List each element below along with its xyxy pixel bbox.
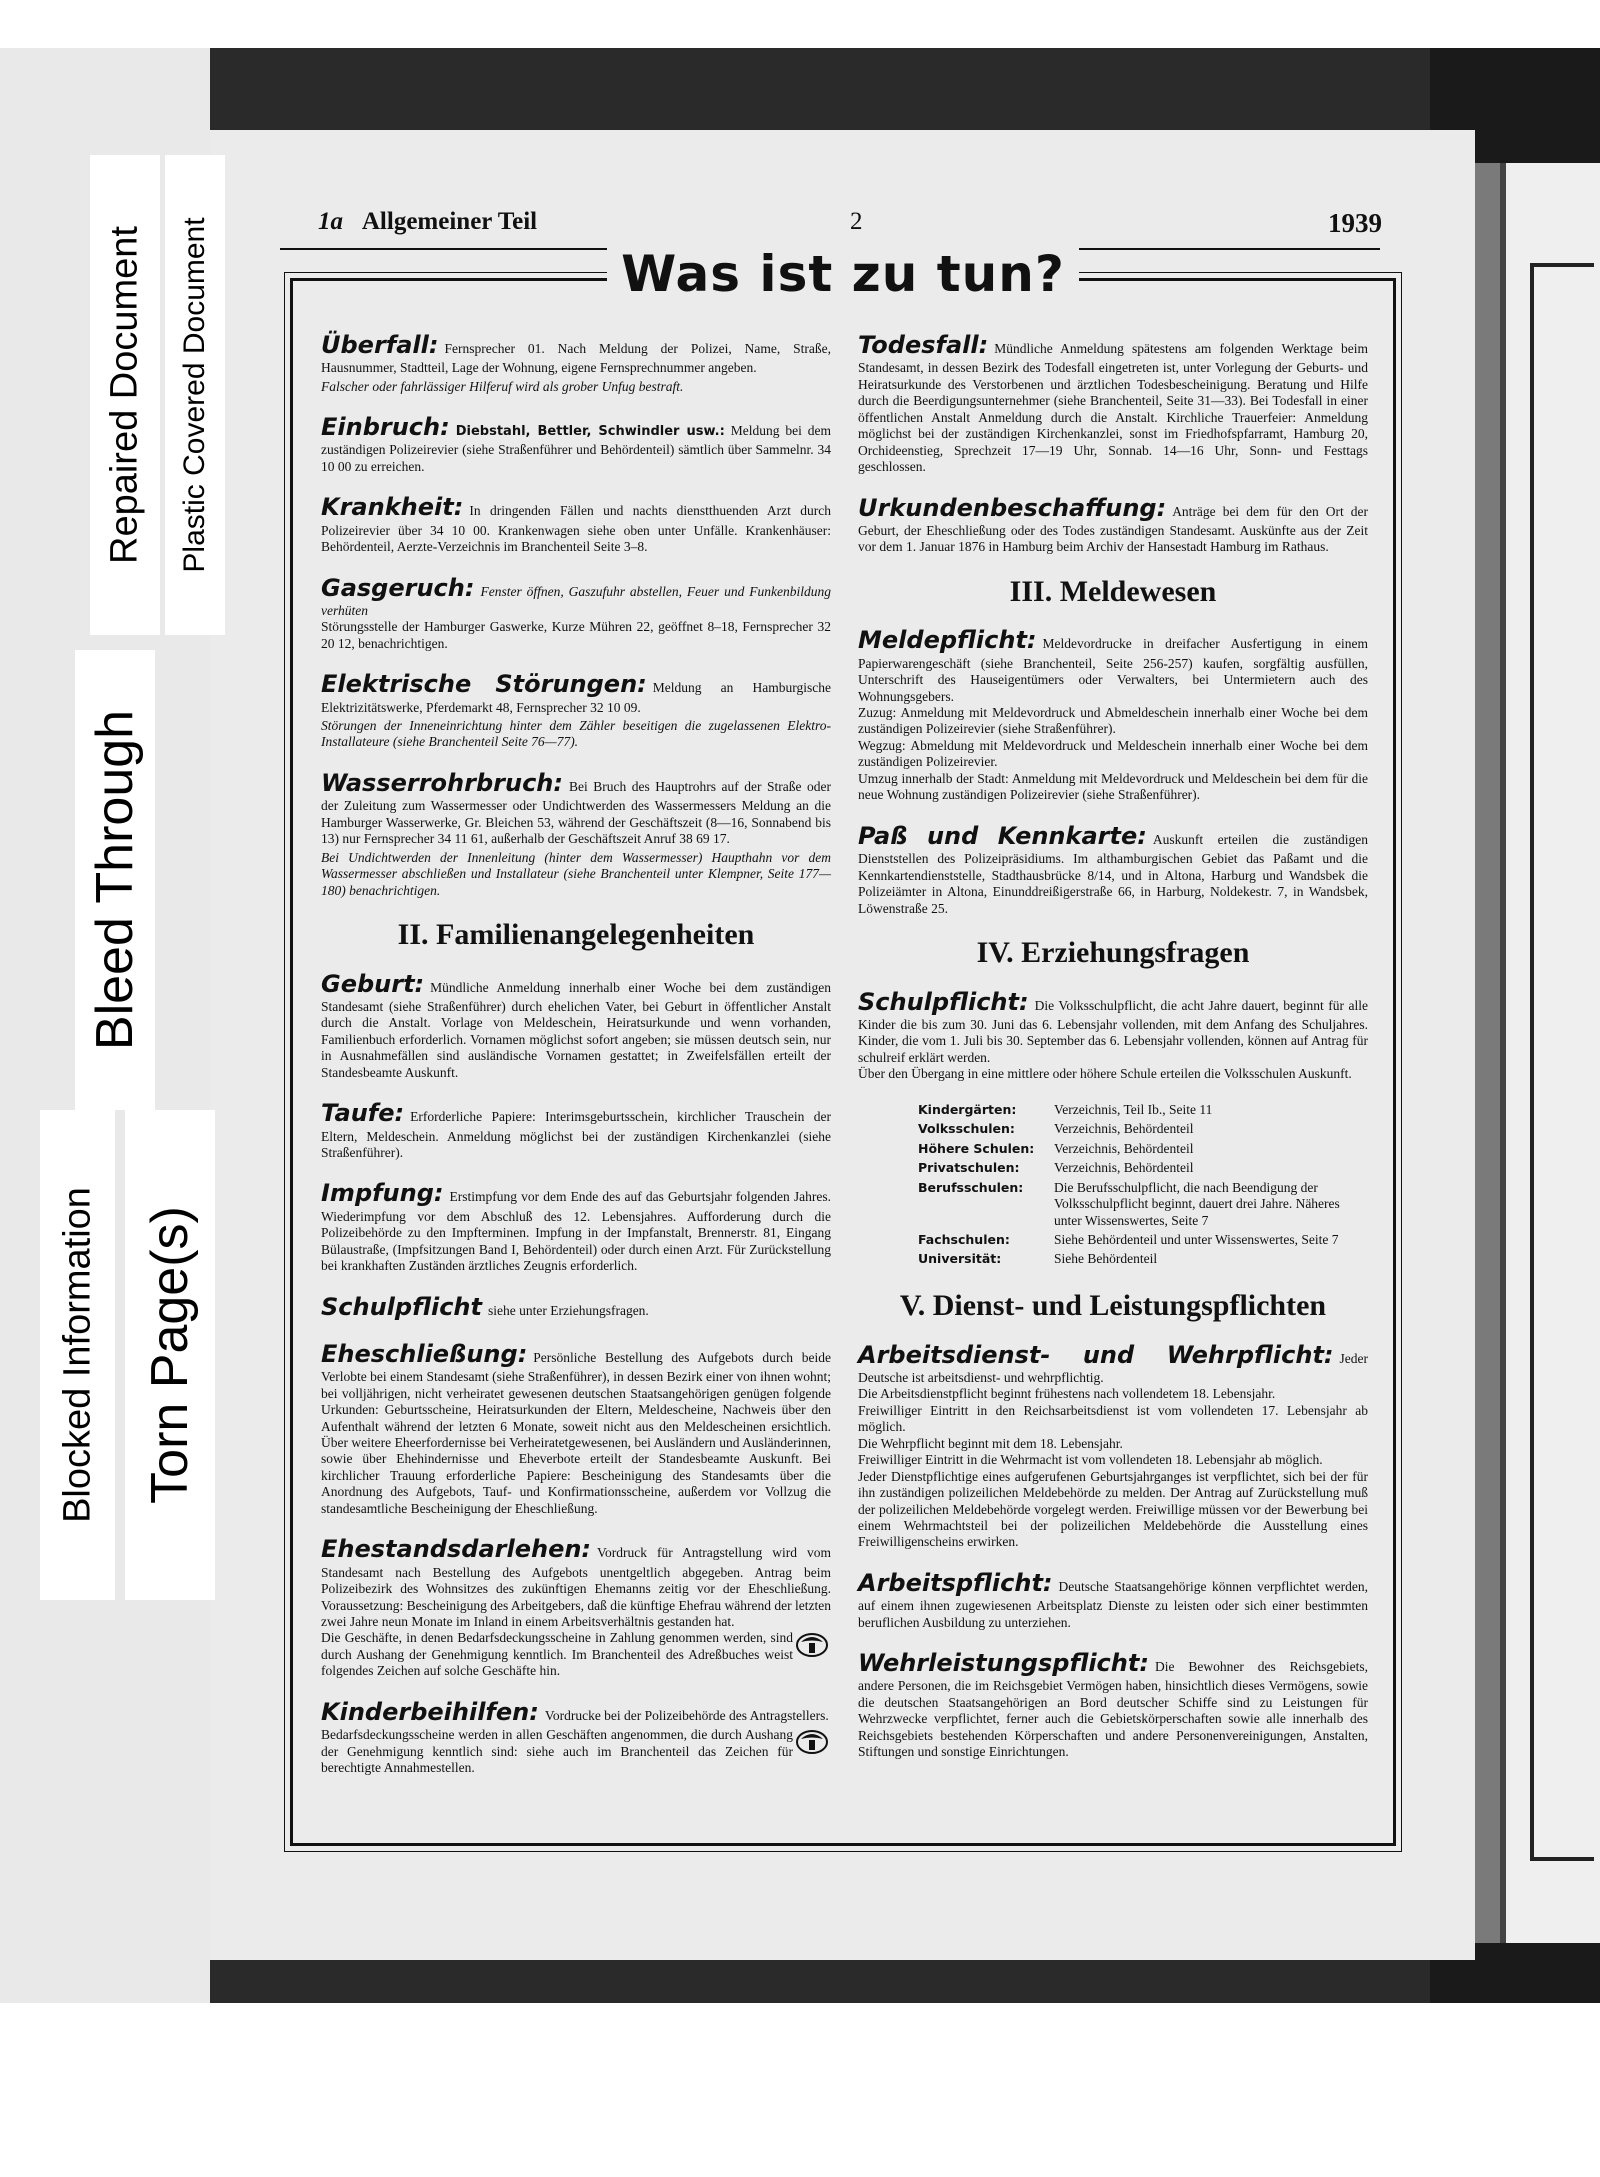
next-page-edge [1500, 163, 1600, 1943]
next-page-frame [1530, 263, 1594, 1861]
school-ref: Verzeichnis, Teil Ib., Seite 11 [1054, 1101, 1213, 1117]
entry-text: Deutsche Staatsangehörige können verpflichtet werden, auf einem ihnen zugewiesenen Arbeitsplatz Dienste zu leisten oder sich einer bestimmten beruflichen Ausbildung zu unterziehen. [858, 1578, 1368, 1630]
entry-text: Über den Übergang in eine mittlere oder höhere Schule erteilen die Volksschulen Auskunft. [858, 1066, 1352, 1082]
school-type: Universität: [918, 1251, 1002, 1267]
left-column [321, 331, 831, 1795]
entry-term: Paß und Kennkarte: [858, 821, 1147, 850]
entry-text: siehe unter Erziehungsfragen. [488, 1302, 649, 1318]
running-header [318, 208, 537, 236]
entry-pass [858, 822, 1368, 917]
book-spine [1475, 163, 1500, 1943]
school-ref: Die Berufsschulpflicht, die nach Beendigung der Volksschulpflicht beginnt, dauert drei Jahre. Näheres unter Wissenswertes, Seite 7 [1054, 1179, 1340, 1228]
entry-term: Taufe: [321, 1099, 405, 1128]
entry-note: Störungen der Inneneinrichtung hinter dem Zähler beseitigen die zugelassenen Elektro-Installateure (siehe Branchenteil Seite 76—77). [321, 718, 831, 750]
school-type: Berufsschulen: [918, 1179, 1024, 1195]
entry-text: Meldung bei dem zuständigen Polizeirevier (siehe Straßenführer und Behördenteil) sämtlich über Sammelnr. 34 10 00 zu erreichen. [321, 423, 832, 474]
entry-meldepflicht [858, 626, 1368, 803]
content-frame [290, 245, 1396, 1846]
entry-text: Jeder Deutsche ist arbeitsdienst- und wehrpflichtig. [858, 1350, 1368, 1385]
entry-text: Die Wehrpflicht beginnt mit dem 18. Lebensjahr. [858, 1435, 1123, 1451]
entry-term: Elektrische Störungen: [321, 670, 647, 699]
entry-eheschliessung [321, 1340, 831, 1517]
section-heading: III. Meldewesen [1009, 574, 1217, 608]
table-row [918, 1140, 1368, 1159]
entry-krankheit [321, 493, 831, 555]
entry-text: Meldung an Hamburgische Elektrizitätswerke, Pferdemarkt 48, Fernsprecher 32 10 09. [321, 680, 831, 715]
entry-arbeitspflicht [858, 1569, 1368, 1631]
table-row [918, 1231, 1368, 1250]
entry-schulpflicht-ref [321, 1293, 831, 1322]
section-title: Allgemeiner Teil [361, 208, 538, 235]
school-type: Privatschulen: [918, 1160, 1020, 1176]
table-row [918, 1101, 1368, 1120]
entry-term: Impfung: [321, 1179, 444, 1208]
label-bleed-through [75, 650, 155, 1110]
document-page [210, 130, 1475, 1960]
school-ref: Verzeichnis, Behördenteil [1054, 1160, 1194, 1176]
entry-term: Kinderbeihilfen: [321, 1697, 539, 1726]
section-number: 1a [318, 208, 343, 235]
entry-text: Die Geschäfte, in denen Bedarfsdeckungsscheine in Zahlung genommen werden, sind durch Aushang der Genehmigung kenntlich. Im Branchenteil des Adreßbuches weist folgendes Zeichen auf solche Geschäfte hin. [321, 1630, 793, 1679]
entry-text: Vordrucke bei der Polizeibehörde des Antragstellers. [544, 1707, 829, 1723]
entry-term: Eheschließung: [321, 1339, 528, 1368]
entry-term: Arbeitsdienst- und Wehrpflicht: [858, 1340, 1334, 1369]
entry-term: Wehrleistungspflicht: [858, 1649, 1149, 1678]
entry-term: Krankheit: [321, 493, 464, 522]
entry-text: Bei Bruch des Hauptrohrs auf der Straße oder der Zuleitung zum Wassermesser oder Undichtwerden des Wassermessers Meldung an die Hamburger Wasserwerke, Gr. Bleichen 53, während der Geschäftszeit (8—16, Sonnabend bis 13) nur Fernsprecher 34 11 61, außerhalb der Geschäftszeit Anruf 38 69 17. [321, 778, 831, 847]
label-torn-pages [125, 1110, 215, 1600]
entry-emphasis: Diebstahl, Bettler, Schwindler usw.: [455, 424, 725, 440]
entry-arbeitsdienst [858, 1341, 1368, 1551]
schools-table [918, 1101, 1368, 1270]
entry-urkunden [858, 494, 1368, 556]
entry-impfung [321, 1179, 831, 1274]
entry-text: Jeder Dienstpflichtige eines aufgerufenen Geburtsjahrganges ist verpflichtet, sich bei der für ihn zuständigen polizeilichen Meldebehörde zu melden. Der Antrag auf Zurückstellung muß der polizeilichen Meldebehörde vorgelegt werden. Freiwillige müssen vor der Bewerbung bei einem Wehrmachtsteil bei der polizeilichen Meldebehörde die Ausstellung eines Freiwilligenscheins erwirken. [858, 1468, 1368, 1550]
entry-term: Schulpflicht [321, 1292, 482, 1321]
entry-text: Die Bewohner des Reichsgebiets, andere Personen, die im Reichsgebiet Vermögen haben, hinsichtlich dieses Vermögens, sowie die deutschen Staatsangehörigen an Bord deutscher Schiffe sind zu Leistungen für Wehrzwecke verpflichtet, ferner auch die Gebietskörperschaften sowie alle innerhalb des Reichsgebiets bestehenden Körperschaften und andere Personenvereinigungen, Anstalten, Stiftungen und sonstige Einrichtungen. [858, 1659, 1368, 1760]
section-heading: II. Familienangelegenheiten [397, 918, 755, 952]
entry-schulpflicht [858, 988, 1368, 1083]
entry-text: Persönliche Bestellung des Aufgebots durch beide Verlobte bei einem Standesamt (siehe Straßenführer), in dessen Bezirk einer von ihnen wohnt; bei volljährigen, nicht verheiratet gewesenen deutschen Staatsangehörigen genügen folgende Urkunden: Geburtsscheine, Heiratsurkunden der Eltern, Meldescheine, Nachweis über den Aufenthalt während der letzten 6 Monate, soweit nicht aus den Meldescheinen ersichtlich. Über weitere Eheerfordernisse bei Verheiratetgewesenen, bei Ausländern und Ausländerinnen, sowie über Ehehindernisse und Eheverbote erteilt der Standesbeamte Auskunft. Bei kirchlicher Trauung erforderliche Papiere: Bescheinigung des Standesamts über die Anordnung des Aufgebots, Tauf- und Konfirmationsscheine, außerdem vor Vollzug die standesamtliche Bescheinigung der Eheschließung. [321, 1349, 831, 1516]
entry-note: Fenster öffnen, Gaszufuhr abstellen, Feuer und Funkenbildung verhüten [321, 583, 831, 618]
entry-umzug: Umzug innerhalb der Stadt: Anmeldung mit Meldevordruck und Meldeschein bei dem für die neue Wohnung zuständigen Polizeirevier (siehe Straßenführer). [858, 770, 1368, 803]
entry-einbruch [321, 413, 831, 475]
entry-geburt [321, 970, 831, 1082]
label-text: Plastic Covered Document [178, 217, 211, 573]
entry-taufe [321, 1099, 831, 1161]
entry-text: Anträge bei dem für den Ort der Geburt, der Eheschließung oder des Todes zuständigen Standesamt. Auskünfte aus der Zeit vor dem 1. Januar 1876 in Hamburg beim Archiv der Hansestadt Hamburg im Rathaus. [858, 503, 1368, 555]
table-row [918, 1250, 1368, 1269]
section-heading: V. Dienst- und Leistungspflichten [899, 1288, 1327, 1322]
school-ref: Siehe Behördenteil [1054, 1251, 1158, 1267]
entry-term: Todesfall: [858, 331, 989, 359]
entry-ueberfall [321, 331, 831, 395]
eagle-emblem-icon [793, 1630, 831, 1660]
entry-term: Wasserrohrbruch: [321, 768, 563, 797]
entry-term: Einbruch: [321, 413, 450, 442]
entry-term: Urkundenbeschaffung: [858, 493, 1167, 522]
table-row [918, 1159, 1368, 1178]
label-text: Repaired Document [103, 226, 146, 564]
entry-ehestandsdarlehen [321, 1535, 831, 1680]
school-type: Kindergärten: [918, 1101, 1017, 1117]
entry-text: Auskunft erteilen die zuständigen Dienststellen des Polizeipräsidiums. Im althamburgischen Gebiet das Paßamt und die Kennkartendienststelle, Stadthausbrücke 8/14, und in Altona, Harburg und Wandsbek die Polizeiämter in Altona, Einunddreißigerstraße 66, in Harburg, Noldekestr. 7, in Wandsbek, Löwenstraße 25. [858, 831, 1368, 916]
school-type: Volksschulen: [918, 1121, 1015, 1137]
entry-term: Geburt: [321, 969, 425, 998]
right-column [858, 331, 1368, 1779]
entry-text: In dringenden Fällen und nachts dienstthuenden Arzt durch Polizeirevier über 34 10 00. Krankenwagen siehe oben unter Unfälle. Krankenhäuser: Behördenteil, Aerzte-Verzeichnis im Branchenteil Seite 3–8. [321, 503, 831, 555]
scan-background [0, 48, 1600, 2003]
entry-wasserrohrbruch [321, 769, 831, 899]
entry-text: Freiwilliger Eintritt in den Reichsarbeitsdienst ist vom vollendeten 17. Lebensjahr ab möglich. [858, 1402, 1368, 1435]
page-title: Was ist zu tun? [607, 245, 1079, 303]
entry-term: Meldepflicht: [858, 626, 1037, 655]
entry-text: Die Arbeitsdienstpflicht beginnt frühestens nach vollendetem 18. Lebensjahr. [858, 1386, 1276, 1402]
table-row [918, 1120, 1368, 1139]
label-blocked-information [40, 1110, 115, 1600]
entry-text: Störungsstelle der Hamburger Gaswerke, Kurze Mühren 22, geöffnet 8–18, Fernsprecher 32 20 12, benachrichtigen. [321, 619, 831, 651]
entry-gasgeruch [321, 574, 831, 653]
entry-term: Arbeitspflicht: [858, 1568, 1053, 1597]
entry-wegzug: Wegzug: Abmeldung mit Meldevordruck und Meldeschein innerhalb einer Woche bei dem zuständigen Polizeirevier. [858, 737, 1368, 770]
year: 1939 [1328, 208, 1382, 238]
entry-zuzug: Zuzug: Anmeldung mit Meldevordruck und Abmeldeschein innerhalb einer Woche bei dem zuständigen Polizeirevier (siehe Straßenführer). [858, 705, 1368, 737]
entry-text: Meldevordrucke in dreifacher Ausfertigung in einem Papierwarengeschäft (siehe Branchenteil, Seite 256-257) kaufen, sorgfältig ausfüllen, Unterschrift des Hauseigentümers oder Verwalters, bei Untermietern auch des Wohnungsgebers. [858, 636, 1368, 704]
entry-term: Überfall: [321, 331, 439, 359]
section-heading: IV. Erziehungsfragen [976, 935, 1250, 969]
entry-note: Falscher oder fahrlässiger Hilferuf wird als grober Unfug bestraft. [321, 378, 684, 394]
entry-text: Vordruck für Antragstellung wird vom Standesamt nach Bestellung des Aufgebots unentgeltlich abgegeben. Antrag beim Polizeibezirk des Wohnsitzes des zukünftigen Ehemanns zeitig vor der Eheschließung. Voraussetzung: Bescheinigung des Arbeitgebers, daß die künftige Ehefrau während der letzten zwei Jahre neun Monate im Inland in einem Arbeitsverhältnis gestanden hat. [321, 1545, 831, 1629]
label-text: Torn Page(s) [141, 1206, 199, 1504]
school-type: Höhere Schulen: [918, 1140, 1035, 1156]
school-type: Fachschulen: [918, 1231, 1010, 1247]
entry-term: Ehestandsdarlehen: [321, 1535, 592, 1564]
label-text: Blocked Information [56, 1187, 98, 1523]
school-ref: Verzeichnis, Behördenteil [1054, 1121, 1194, 1137]
entry-text: Mündliche Anmeldung spätestens am folgenden Werktage beim Standesamt, in dessen Bezirk des Todesfall eingetreten ist, unter Vorlegung der Geburts- und Heiratsurkunde des Verstorbenen und ärztlichen Todesbescheinigung. Beratung und Hilfe durch die Beerdigungsunternehmer (siehe Branchenteil, Seite 31—33). Bei Todesfall in einer öffentlichen Anstalt Anmeldung durch die Anstalt. Kirchliche Trauerfeier: Anmeldung möglichst bei der zuständigen Kirchenkanzlei, sonst im Friedhofspfarramt, Hamburg 20, Orchideenstieg, Sprechzeit 17—19 Uhr, Sonnab. 14—16 Uhr, Sonn- und Festtags geschlossen. [858, 341, 1368, 475]
entry-text: Erstimpfung vor dem Ende des auf das Geburtsjahr folgenden Jahres. Wiederimpfung vor dem Abschluß des 12. Lebensjahres. Aufforderung durch die Polizeibehörde zu den Impfterminen. Impfung in der Impfanstalt, Brennerstr. 81, Eingang Bülaustraße, (Impfsitzungen Band I, Behördenteil) oder durch einen Arzt. Für Zurückstellung bei krankhaften Zuständen ärztliches Zeugnis erforderlich. [321, 1189, 831, 1274]
entry-text: Bedarfsdeckungsscheine werden in allen Geschäften angenommen, die durch Aushang der Genehmigung kenntlich sind: siehe auch im Branchenteil das Zeichen für berechtigte Annahmestellen. [321, 1727, 793, 1776]
entry-text: Fernsprecher 01. Nach Meldung der Polizei, Name, Straße, Hausnummer, Stadtteil, Lage der Wohnung, eigene Fernsprechnummer angeben. [321, 341, 831, 376]
page-number: 2 [850, 208, 863, 235]
entry-term: Gasgeruch: [321, 573, 475, 602]
eagle-emblem-icon [793, 1727, 831, 1757]
page-title-wrap [293, 245, 1393, 303]
entry-wehrleistung [858, 1649, 1368, 1761]
entry-todesfall [858, 331, 1368, 476]
entry-text: Freiwilliger Eintritt in die Wehrmacht ist vom vollendeten 18. Lebensjahr ab möglich. [858, 1452, 1323, 1468]
entry-elektrisch [321, 670, 831, 751]
label-plastic-covered [165, 155, 225, 635]
entry-text: Mündliche Anmeldung innerhalb einer Woche bei dem zuständigen Standesamt (siehe Straßenführer) durch ehelichen Vater, bei Geburt in öffentlicher Anstalt durch die Anstalt. Vorlage von Meldeschein, Heiratsurkunde und wenn vorhanden, Familienbuch erforderlich. Vornamen möglichst sofort angeben; sie müssen deutsch sein, nur in Ausnahmefällen sind ausländische Vornamen gestattet; in Zweifelsfällen erteilt der Standesbeamte Auskunft. [321, 979, 831, 1080]
entry-text: Erforderliche Papiere: Interimsgeburtsschein, kirchlicher Trauschein der Eltern, Meldeschein. Anmeldung möglichst bei der zuständigen Kirchenkanzlei (siehe Straßenführer). [321, 1109, 831, 1160]
entry-text: Die Volksschulpflicht, die acht Jahre dauert, beginnt für alle Kinder die bis zum 30. Juni das 6. Lebensjahr vollenden, mit dem Anfang des Schuljahres. Kinder, die vom 1. Juli bis 30. September das 6. Lebensjahr vollenden, können auf Antrag für schulreif erklärt werden. [858, 997, 1368, 1065]
school-ref: Siehe Behördenteil und unter Wissenswertes, Seite 7 [1054, 1231, 1339, 1247]
entry-note: Bei Undichtwerden der Innenleitung (hinter dem Wassermesser) Haupthahn vor dem Wassermesser abschließen und Installateur (siehe Branchenteil unter Klempner, Seite 177—180) benachrichtigen. [321, 849, 831, 898]
label-repaired [90, 155, 160, 635]
entry-kinderbeihilfen [321, 1698, 831, 1777]
table-row [918, 1179, 1368, 1231]
school-ref: Verzeichnis, Behördenteil [1054, 1140, 1194, 1156]
entry-term: Schulpflicht: [858, 987, 1029, 1016]
label-text: Bleed Through [86, 709, 144, 1051]
